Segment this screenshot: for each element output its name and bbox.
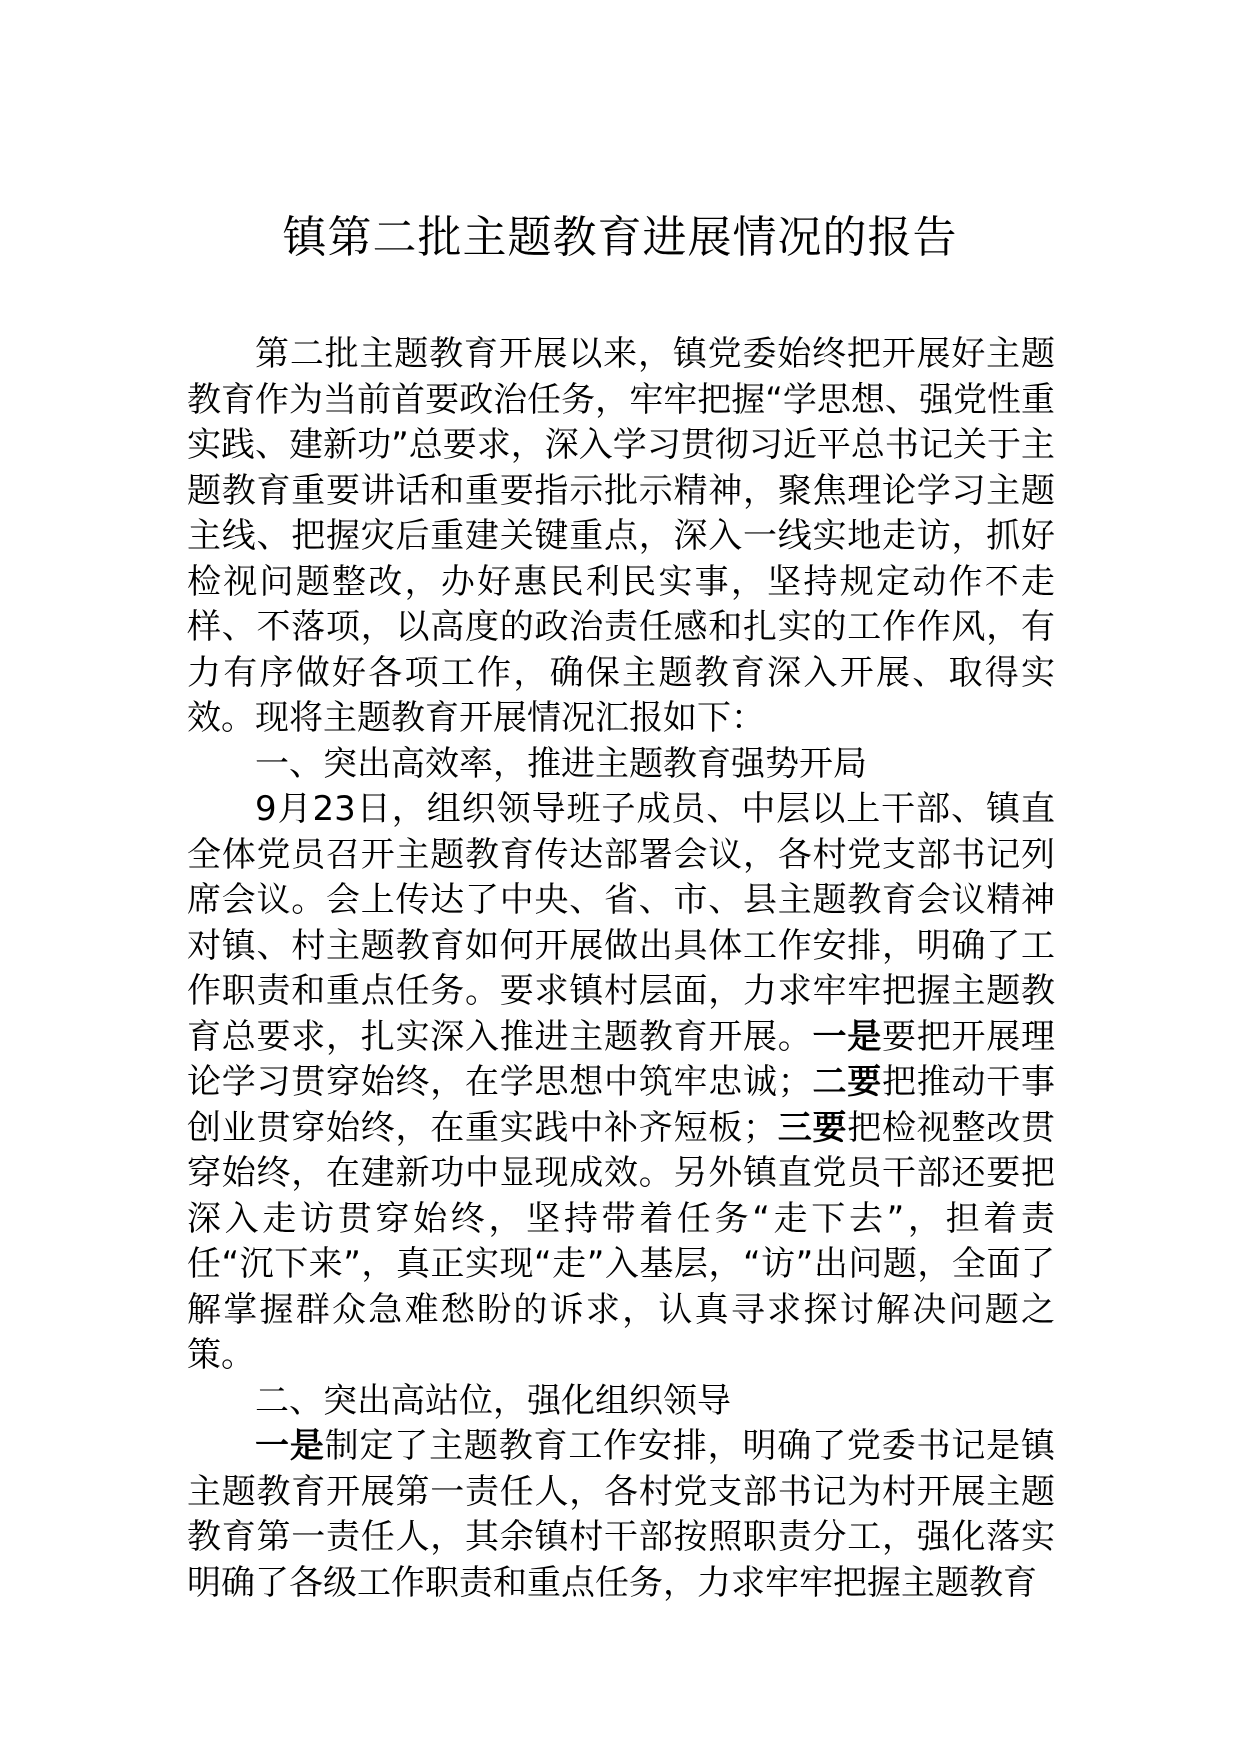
emphasis-second: 二要 <box>811 1062 882 1102</box>
document-title: 镇第二批主题教育进展情况的报告 <box>282 212 958 263</box>
section-1-paragraph <box>187 787 1055 1379</box>
paragraph-text: 把推动干事创业贯穿始终，在重实践中补齐短板； <box>187 1062 1055 1148</box>
section-2-paragraph <box>187 1424 1055 1606</box>
paragraph-text: 把检视整改贯穿始终，在建新功中显现成效。另外镇直党员干部还要把深入走访贯穿始终，坚持带着任务“走下去”，担着责任“沉下来”，真正实现“走”入基层，“访”出问题，全面了解掌握群众急难愁盼的诉求，认真寻求探讨解决问题之策。 <box>187 1107 1055 1375</box>
section-heading-1: 一、突出高效率，推进主题教育强势开局 <box>255 743 867 784</box>
emphasis-first: 一是 <box>812 1016 882 1057</box>
document-body <box>187 332 1055 1606</box>
paragraph-text: 制定了主题教育工作安排，明确了党委书记是镇主题教育开展第一责任人，各村党支部书记为村开展主题教育第一责任人，其余镇村干部按照职责分工，强化落实明确了各级工作职责和重点任务，力求牢牢把握主题教育 <box>187 1426 1056 1603</box>
emphasis-third: 三要 <box>777 1107 848 1148</box>
intro-paragraph: 第二批主题教育开展以来，镇党委始终把开展好主题教育作为当前首要政治任务，牢牢把握“学思想、强党性重实践、建新功”总要求，深入学习贯彻习近平总书记关于主题教育重要讲话和重要指示批示精神，聚焦理论学习主题主线、把握灾后重建关键重点，深入一线实地走访，抓好检视问题整改，办好惠民利民实事，坚持规定动作不走样、不落项，以高度的政治责任感和扎实的工作作风，有力有序做好各项工作，确保主题教育深入开展、取得实效。现将主题教育开展情况汇报如下： <box>187 334 1055 738</box>
section-heading-2: 二、突出高站位，强化组织领导 <box>255 1380 731 1421</box>
paragraph-text: 9月23日，组织领导班子成员、中层以上干部、镇直全体党员召开主题教育传达部署会议，各村党支部书记列席会议。会上传达了中央、省、市、县主题教育会议精神对镇、村主题教育如何开展做出具体工作安排，明确了工作职责和重点任务。要求镇村层面，力求牢牢把握主题教育总要求，扎实深入推进主题教育开展。 <box>187 789 1055 1057</box>
paragraph-text: 要把开展理论学习贯穿始终，在学思想中筑牢忠诚； <box>187 1016 1055 1102</box>
emphasis-first: 一是 <box>255 1426 325 1466</box>
